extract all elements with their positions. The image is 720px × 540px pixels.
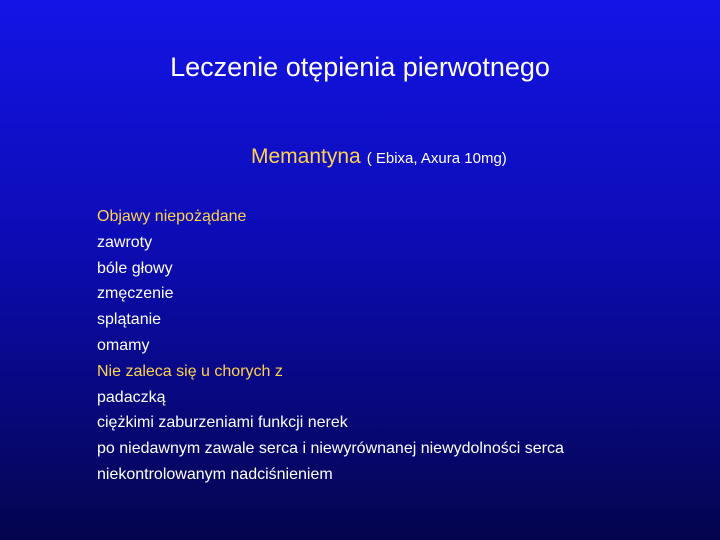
adverse-effect-item: omamy	[97, 336, 150, 354]
contraindication-item: padaczką	[97, 388, 166, 406]
drug-brands: ( Ebixa, Axura 10mg)	[366, 150, 507, 167]
contraindication-item: po niedawnym zawale serca i niewyrównanej niewydolności serca	[97, 440, 564, 458]
slide-title: Leczenie otępienia pierwotnego	[170, 52, 550, 82]
contraindication-item: niekontrolowanym nadciśnieniem	[97, 465, 333, 483]
adverse-effects-heading: Objawy niepożądane	[97, 208, 247, 225]
adverse-effect-item: zmęczenie	[97, 285, 174, 303]
adverse-effect-item: zawroty	[97, 233, 153, 251]
contraindications-heading: Nie zaleca się u chorych z	[97, 362, 283, 380]
adverse-effect-item: splątanie	[97, 311, 162, 329]
slide-body	[97, 204, 697, 488]
drug-name: Memantyna	[251, 145, 361, 168]
contraindication-item: ciężkimi zaburzeniami funkcji nerek	[97, 414, 348, 432]
drug-subtitle	[251, 145, 507, 169]
adverse-effect-item: bóle głowy	[97, 259, 173, 277]
